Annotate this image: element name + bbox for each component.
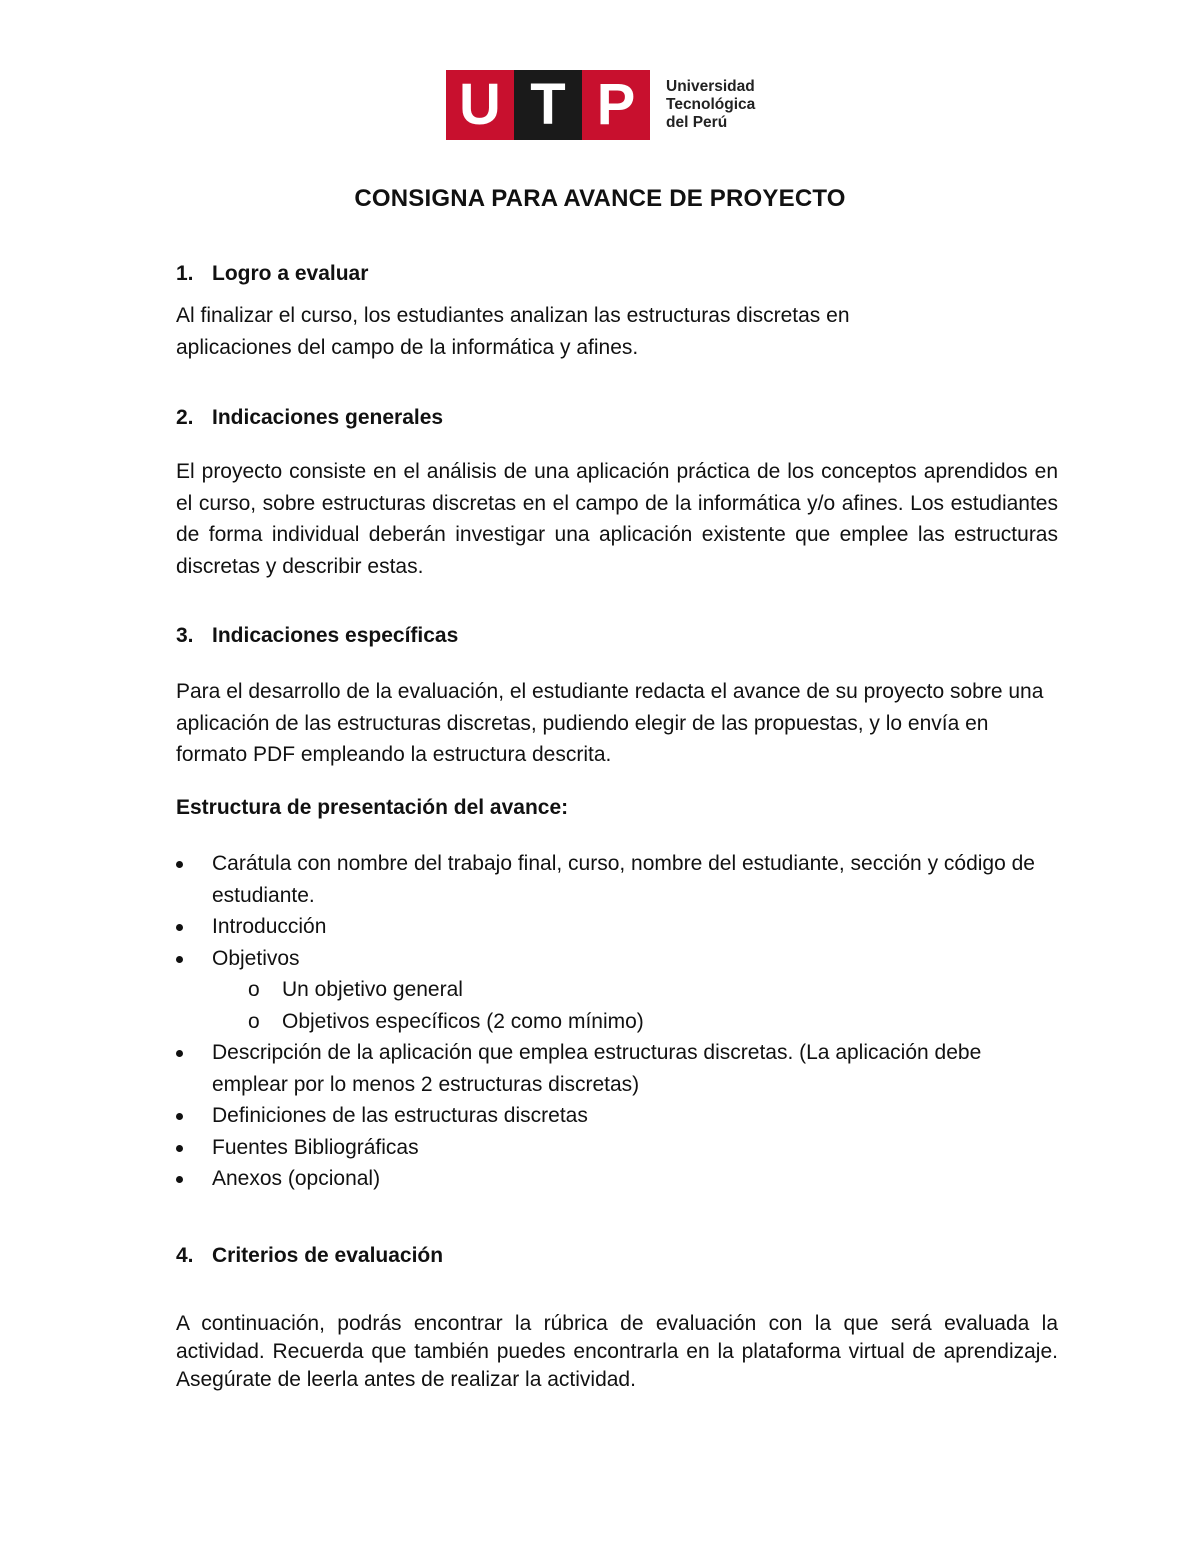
list-item: Carátula con nombre del trabajo final, curso, nombre del estudiante, sección y código de estudiante. bbox=[176, 848, 1058, 911]
bullet-dot-icon bbox=[176, 1145, 183, 1152]
structure-subheading: Estructura de presentación del avance: bbox=[176, 796, 569, 819]
section-2-heading bbox=[176, 402, 1058, 434]
bullet-dot-icon bbox=[176, 1050, 183, 1057]
logo-letter-p: P bbox=[582, 70, 650, 140]
logo-line-2: Tecnológica bbox=[666, 96, 756, 113]
logo-letter-t: T bbox=[514, 70, 582, 140]
bullet-dot-icon bbox=[176, 924, 183, 931]
logo-letter-u: U bbox=[446, 70, 514, 140]
structure-bullet-list bbox=[176, 848, 1058, 1195]
document-title: CONSIGNA PARA AVANCE DE PROYECTO bbox=[354, 185, 846, 212]
section-3-number: 3. bbox=[176, 624, 194, 647]
sub-list-item: o Objetivos específicos (2 como mínimo) bbox=[176, 1006, 1058, 1038]
section-1-paragraph bbox=[176, 300, 1058, 363]
hollow-bullet-icon: o bbox=[248, 1009, 260, 1033]
logo-line-3: del Perú bbox=[666, 114, 728, 131]
section-3-title: Indicaciones específicas bbox=[212, 624, 459, 647]
section-1-title: Logro a evaluar bbox=[212, 262, 369, 285]
logo-line-1: Universidad bbox=[666, 78, 755, 95]
bullet-dot-icon bbox=[176, 1176, 183, 1183]
section-4-heading bbox=[176, 1240, 1058, 1272]
list-item: Objetivos bbox=[176, 943, 1058, 975]
section-1-line-1: Al finalizar el curso, los estudiantes analizan las estructuras discretas en bbox=[176, 304, 850, 327]
logo-wordmark bbox=[666, 78, 755, 132]
bullet-dot-icon bbox=[176, 861, 183, 868]
list-item: Anexos (opcional) bbox=[176, 1163, 1058, 1195]
section-2-paragraph: El proyecto consiste en el análisis de una aplicación práctica de los conceptos aprendidos en el curso, sobre estructuras discretas en el campo de la informática y/o afines. Los estudiantes de forma individual deberán investigar una aplicación existente que emplee las estructuras discretas y describir estas. bbox=[176, 460, 1058, 578]
bullet-dot-icon bbox=[176, 1113, 183, 1120]
section-2-number: 2. bbox=[176, 406, 194, 429]
section-1-heading bbox=[176, 258, 1058, 290]
section-4-number: 4. bbox=[176, 1244, 194, 1267]
sub-list-item: o Un objetivo general bbox=[176, 974, 1058, 1006]
section-3-heading bbox=[176, 620, 1058, 652]
section-4-paragraph: A continuación, podrás encontrar la rúbrica de evaluación con la que será evaluada la actividad. Recuerda que también puedes encontrarla en la plataforma virtual de aprendizaje. Asegúrate de leerla antes de realizar la actividad. bbox=[176, 1312, 1058, 1391]
hollow-bullet-icon: o bbox=[248, 978, 260, 1001]
list-item: Fuentes Bibliográficas bbox=[176, 1132, 1058, 1164]
section-1-line-2: aplicaciones del campo de la informática y afines. bbox=[176, 335, 639, 359]
list-item: Introducción bbox=[176, 911, 1058, 943]
section-3-paragraph: Para el desarrollo de la evaluación, el estudiante redacta el avance de su proyecto sobre una aplicación de las estructuras discretas, pudiendo elegir de las propuestas, y lo envía en formato PDF empleando la estructura descrita. bbox=[176, 680, 1044, 766]
bullet-dot-icon bbox=[176, 956, 183, 963]
section-1-number: 1. bbox=[176, 262, 194, 285]
section-2-title: Indicaciones generales bbox=[212, 406, 444, 429]
utp-logo bbox=[446, 70, 755, 140]
list-item: Definiciones de las estructuras discretas bbox=[176, 1100, 1058, 1132]
list-item: Descripción de la aplicación que emplea estructuras discretas. (La aplicación debe emplear por lo menos 2 estructuras discretas) bbox=[176, 1037, 1058, 1100]
section-4-title: Criterios de evaluación bbox=[212, 1244, 444, 1267]
